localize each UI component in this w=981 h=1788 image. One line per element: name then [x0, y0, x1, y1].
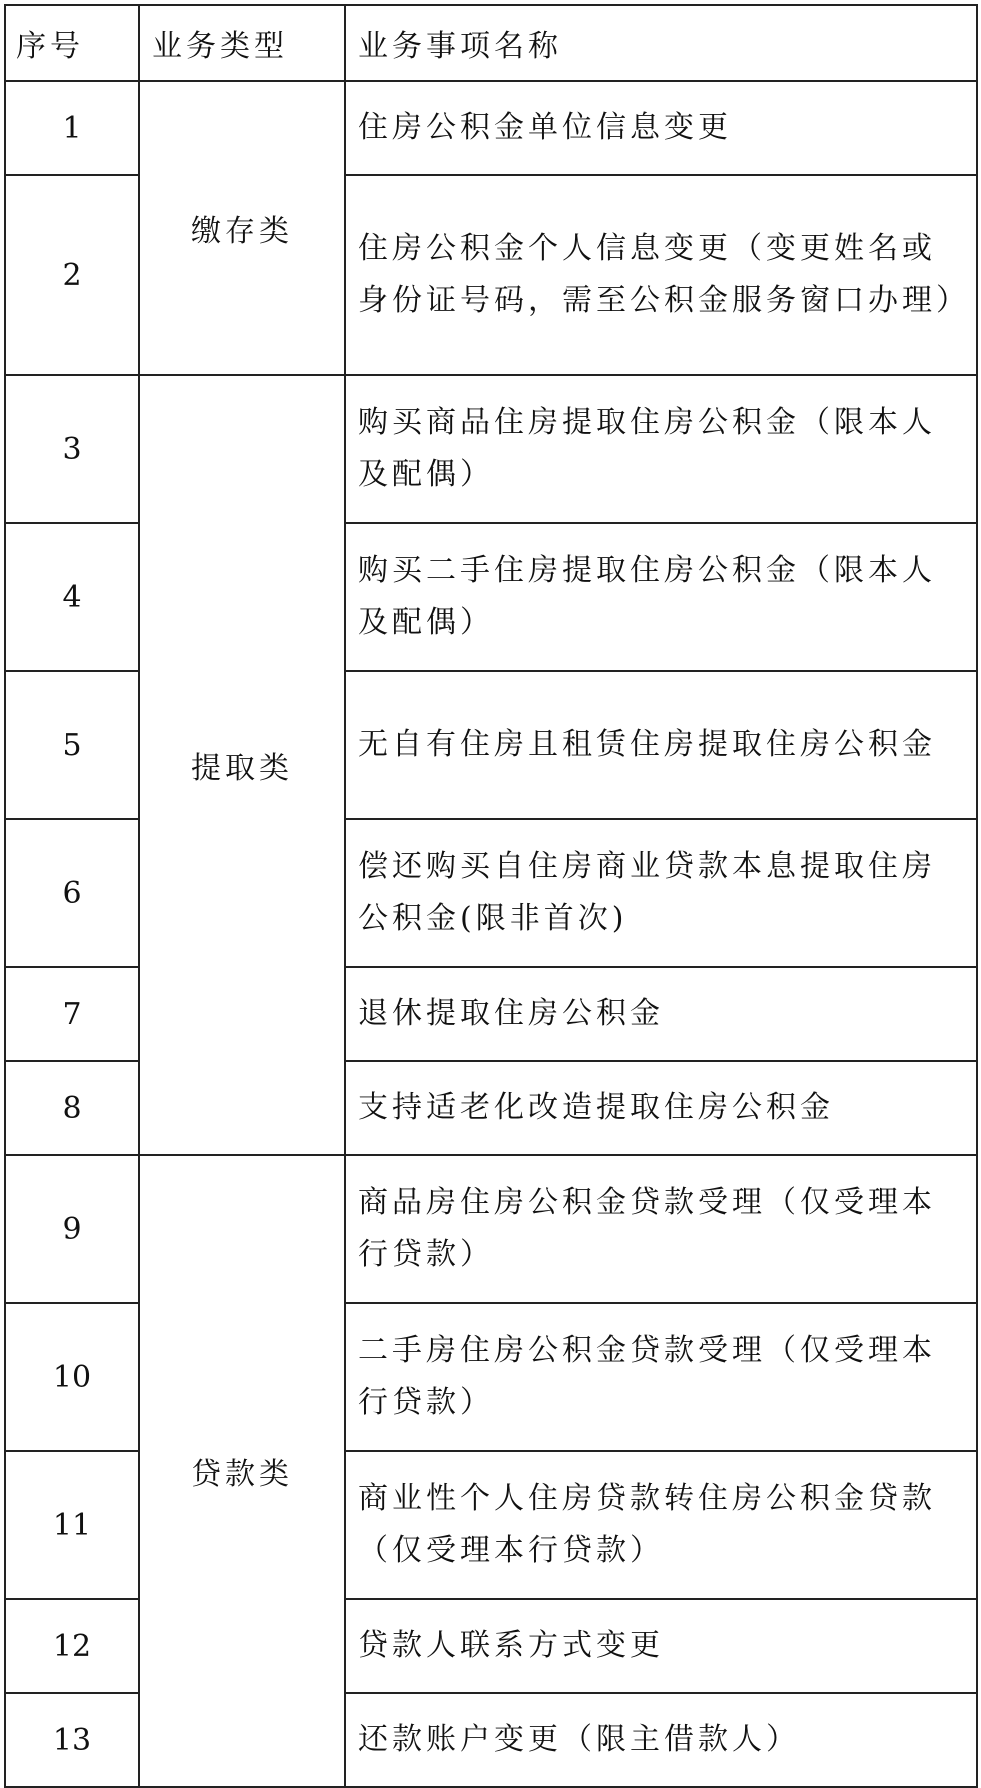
item-name: 二手房住房公积金贷款受理（仅受理本行贷款） — [345, 1303, 977, 1451]
header-serial-number: 序号 — [5, 5, 139, 81]
table-row — [5, 81, 977, 175]
item-name: 还款账户变更（限主借款人） — [345, 1693, 977, 1787]
row-number: 4 — [5, 523, 139, 671]
header-business-type: 业务类型 — [139, 5, 345, 81]
item-name: 贷款人联系方式变更 — [345, 1599, 977, 1693]
item-name: 商品房住房公积金贷款受理（仅受理本行贷款） — [345, 1155, 977, 1303]
row-number: 9 — [5, 1155, 139, 1303]
item-name: 无自有住房且租赁住房提取住房公积金 — [345, 671, 977, 819]
row-number: 13 — [5, 1693, 139, 1787]
item-name: 住房公积金单位信息变更 — [345, 81, 977, 175]
row-number: 3 — [5, 375, 139, 523]
item-name: 偿还购买自住房商业贷款本息提取住房公积金(限非首次) — [345, 819, 977, 967]
category-withdraw: 提取类 — [139, 375, 345, 1155]
row-number: 2 — [5, 175, 139, 375]
row-number: 6 — [5, 819, 139, 967]
row-number: 5 — [5, 671, 139, 819]
item-name: 商业性个人住房贷款转住房公积金贷款（仅受理本行贷款） — [345, 1451, 977, 1599]
item-name: 购买商品住房提取住房公积金（限本人及配偶） — [345, 375, 977, 523]
row-number: 12 — [5, 1599, 139, 1693]
item-name: 购买二手住房提取住房公积金（限本人及配偶） — [345, 523, 977, 671]
item-name: 退休提取住房公积金 — [345, 967, 977, 1061]
item-name: 支持适老化改造提取住房公积金 — [345, 1061, 977, 1155]
row-number: 1 — [5, 81, 139, 175]
item-name: 住房公积金个人信息变更（变更姓名或身份证号码，需至公积金服务窗口办理） — [345, 175, 977, 375]
header-row — [5, 5, 977, 81]
service-items-table — [4, 4, 978, 1788]
table-row — [5, 1155, 977, 1303]
row-number: 8 — [5, 1061, 139, 1155]
category-loan: 贷款类 — [139, 1155, 345, 1787]
row-number: 7 — [5, 967, 139, 1061]
row-number: 11 — [5, 1451, 139, 1599]
row-number: 10 — [5, 1303, 139, 1451]
table-row — [5, 375, 977, 523]
category-deposit: 缴存类 — [139, 81, 345, 375]
header-item-name: 业务事项名称 — [345, 5, 977, 81]
